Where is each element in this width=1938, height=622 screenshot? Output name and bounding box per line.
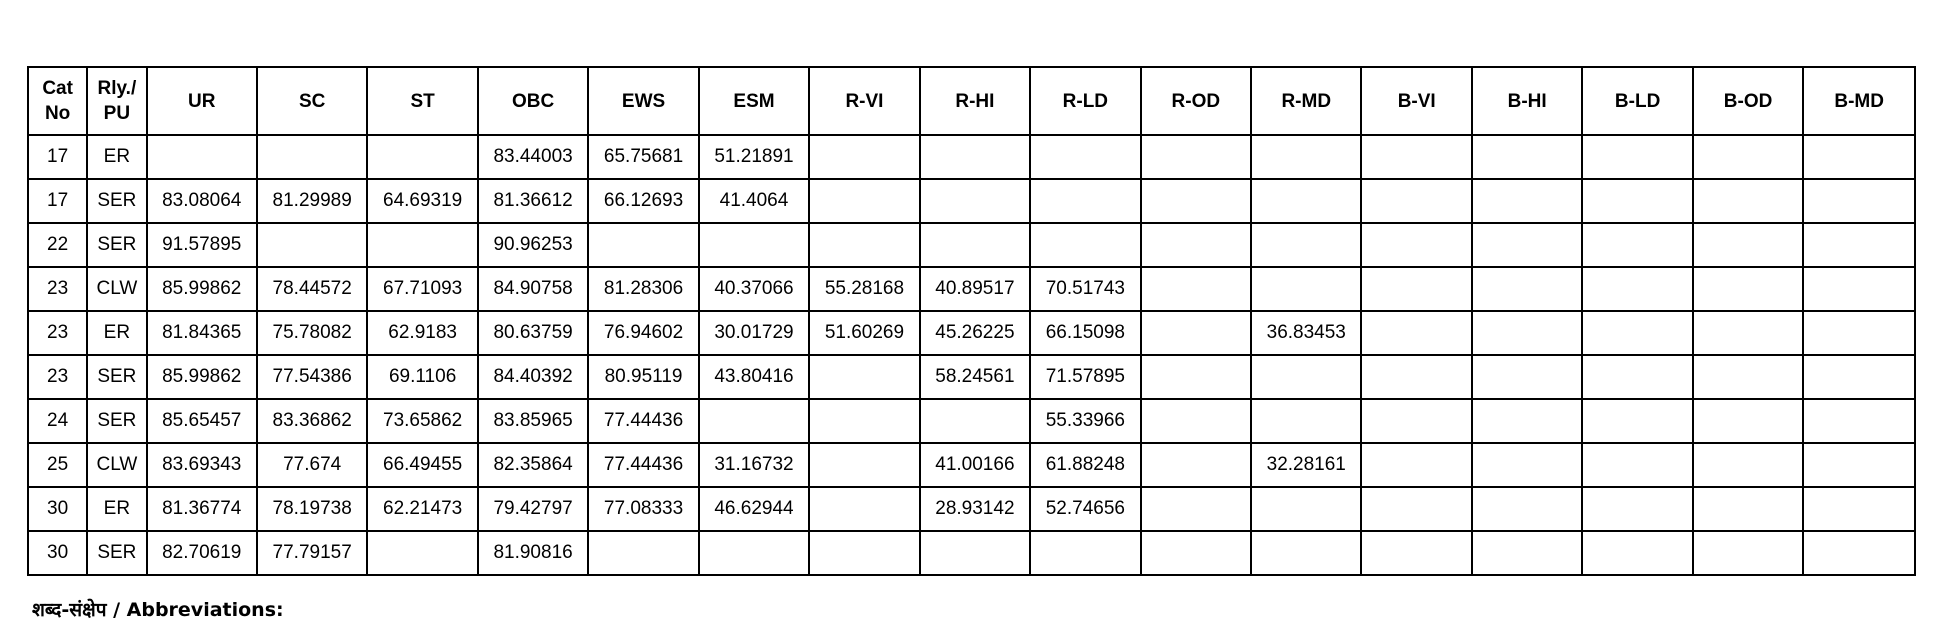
table-cell: ER [87, 487, 146, 531]
table-cell: 84.90758 [478, 267, 588, 311]
column-header-r-hi: R-HI [920, 67, 1030, 135]
table-row [28, 355, 1915, 399]
column-header-r-od: R-OD [1141, 67, 1251, 135]
table-cell [809, 179, 919, 223]
table-cell: 77.54386 [257, 355, 367, 399]
table-cell: 80.63759 [478, 311, 588, 355]
table-cell: 23 [28, 355, 87, 399]
table-cell: 46.62944 [699, 487, 809, 531]
table-cell [1361, 135, 1471, 179]
header-row [28, 67, 1915, 135]
table-cell [1361, 267, 1471, 311]
table-cell: 28.93142 [920, 487, 1030, 531]
table-cell: 41.4064 [699, 179, 809, 223]
table-cell [920, 223, 1030, 267]
table-cell [1693, 487, 1803, 531]
table-cell [1693, 223, 1803, 267]
table-cell [1472, 487, 1582, 531]
table-cell: 65.75681 [588, 135, 698, 179]
table-cell [588, 531, 698, 575]
table-cell [1693, 267, 1803, 311]
table-cell: 70.51743 [1030, 267, 1140, 311]
table-cell: 80.95119 [588, 355, 698, 399]
table-cell: ER [87, 135, 146, 179]
table-cell: 84.40392 [478, 355, 588, 399]
table-cell: 52.74656 [1030, 487, 1140, 531]
column-header-ur: UR [147, 67, 257, 135]
column-header-b-vi: B-VI [1361, 67, 1471, 135]
table-cell: 40.37066 [699, 267, 809, 311]
table-cell [257, 223, 367, 267]
table-cell: 83.08064 [147, 179, 257, 223]
table-cell [1141, 443, 1251, 487]
table-cell: 62.9183 [367, 311, 477, 355]
table-cell: 78.19738 [257, 487, 367, 531]
table-cell: 51.60269 [809, 311, 919, 355]
table-cell [809, 443, 919, 487]
column-header-r-vi: R-VI [809, 67, 919, 135]
table-cell [1472, 443, 1582, 487]
table-cell: 78.44572 [257, 267, 367, 311]
table-cell: 76.94602 [588, 311, 698, 355]
table-cell [1803, 223, 1915, 267]
table-cell: 51.21891 [699, 135, 809, 179]
table-cell: 73.65862 [367, 399, 477, 443]
table-row [28, 223, 1915, 267]
table-cell: 82.35864 [478, 443, 588, 487]
table-cell [1472, 267, 1582, 311]
table-cell: 83.85965 [478, 399, 588, 443]
table-cell [1582, 443, 1692, 487]
table-row [28, 311, 1915, 355]
table-cell: 82.70619 [147, 531, 257, 575]
table-cell: 90.96253 [478, 223, 588, 267]
table-cell: 66.15098 [1030, 311, 1140, 355]
table-cell: SER [87, 399, 146, 443]
table-cell: 66.49455 [367, 443, 477, 487]
table-cell [147, 135, 257, 179]
column-header-rly-pu: Rly./ PU [87, 67, 146, 135]
table-cell [809, 223, 919, 267]
table-cell: 17 [28, 179, 87, 223]
table-cell [1472, 223, 1582, 267]
table-cell [1472, 311, 1582, 355]
table-cell: 81.36612 [478, 179, 588, 223]
table-cell [1251, 531, 1361, 575]
table-cell [1251, 135, 1361, 179]
table-cell [1693, 355, 1803, 399]
table-cell [1361, 399, 1471, 443]
table-cell [1030, 179, 1140, 223]
table-cell [1472, 399, 1582, 443]
column-header-r-md: R-MD [1251, 67, 1361, 135]
table-cell: 30 [28, 531, 87, 575]
table-cell: 81.36774 [147, 487, 257, 531]
table-cell [1361, 179, 1471, 223]
table-cell [1141, 223, 1251, 267]
table-cell [1030, 223, 1140, 267]
table-cell: ER [87, 311, 146, 355]
table-cell: 77.674 [257, 443, 367, 487]
table-cell: 55.28168 [809, 267, 919, 311]
table-cell [1693, 179, 1803, 223]
table-row [28, 443, 1915, 487]
table-cell: 77.44436 [588, 443, 698, 487]
table-cell: 81.84365 [147, 311, 257, 355]
table-cell: 81.29989 [257, 179, 367, 223]
table-cell [1803, 267, 1915, 311]
table-cell: 32.28161 [1251, 443, 1361, 487]
table-cell [809, 531, 919, 575]
table-cell [920, 531, 1030, 575]
table-cell [1803, 487, 1915, 531]
table-cell: SER [87, 355, 146, 399]
table-cell [699, 399, 809, 443]
table-cell: CLW [87, 267, 146, 311]
table-cell [1582, 267, 1692, 311]
table-cell [1693, 443, 1803, 487]
table-cell [1582, 355, 1692, 399]
column-header-st: ST [367, 67, 477, 135]
column-header-ews: EWS [588, 67, 698, 135]
table-cell [1582, 311, 1692, 355]
table-cell [367, 223, 477, 267]
table-cell: 43.80416 [699, 355, 809, 399]
table-cell [1030, 531, 1140, 575]
table-cell: 17 [28, 135, 87, 179]
table-cell: 36.83453 [1251, 311, 1361, 355]
table-row [28, 487, 1915, 531]
table-cell: 77.79157 [257, 531, 367, 575]
table-cell [1582, 399, 1692, 443]
table-header [28, 67, 1915, 135]
table-cell [1472, 355, 1582, 399]
table-cell: SER [87, 223, 146, 267]
table-cell: 24 [28, 399, 87, 443]
table-cell [699, 531, 809, 575]
table-cell [1251, 487, 1361, 531]
table-cell: 67.71093 [367, 267, 477, 311]
table-cell [809, 487, 919, 531]
table-cell: 58.24561 [920, 355, 1030, 399]
table-cell: 41.00166 [920, 443, 1030, 487]
table-cell: 23 [28, 311, 87, 355]
table-cell [1693, 399, 1803, 443]
table-cell: 64.69319 [367, 179, 477, 223]
table-cell: 23 [28, 267, 87, 311]
table-cell [1030, 135, 1140, 179]
column-header-b-md: B-MD [1803, 67, 1915, 135]
table-cell [1361, 223, 1471, 267]
table-cell [1582, 531, 1692, 575]
table-cell [920, 179, 1030, 223]
table-cell [1361, 355, 1471, 399]
table-cell [1803, 135, 1915, 179]
column-header-esm: ESM [699, 67, 809, 135]
table-cell [1803, 443, 1915, 487]
cutoff-marks-table [27, 66, 1916, 576]
table-cell [1141, 487, 1251, 531]
table-cell: 30.01729 [699, 311, 809, 355]
table-cell: 31.16732 [699, 443, 809, 487]
table-cell [1141, 399, 1251, 443]
table-cell [1693, 531, 1803, 575]
table-cell: 45.26225 [920, 311, 1030, 355]
table-cell [1803, 179, 1915, 223]
table-cell: 55.33966 [1030, 399, 1140, 443]
table-cell [1361, 311, 1471, 355]
table-cell: 79.42797 [478, 487, 588, 531]
table-cell: 66.12693 [588, 179, 698, 223]
table-cell [1251, 355, 1361, 399]
table-cell: SER [87, 179, 146, 223]
table-cell [1141, 311, 1251, 355]
table-cell [1251, 267, 1361, 311]
table-cell: 22 [28, 223, 87, 267]
column-header-b-ld: B-LD [1582, 67, 1692, 135]
table-cell [588, 223, 698, 267]
table-cell [920, 399, 1030, 443]
column-header-obc: OBC [478, 67, 588, 135]
table-cell [1251, 223, 1361, 267]
table-cell: 85.99862 [147, 267, 257, 311]
table-cell: 85.65457 [147, 399, 257, 443]
table-cell [1582, 135, 1692, 179]
table-cell [1803, 311, 1915, 355]
table-cell [1582, 223, 1692, 267]
table-body [28, 135, 1915, 575]
abbreviations-heading: शब्द-संक्षेप / Abbreviations: [32, 599, 284, 621]
table-row [28, 179, 1915, 223]
table-cell [1803, 355, 1915, 399]
table-cell: 30 [28, 487, 87, 531]
table-cell [367, 135, 477, 179]
column-header-r-ld: R-LD [1030, 67, 1140, 135]
table-cell [1803, 531, 1915, 575]
table-cell [1582, 487, 1692, 531]
table-cell [257, 135, 367, 179]
table-cell [1472, 135, 1582, 179]
column-header-cat-no: Cat No [28, 67, 87, 135]
table-row [28, 267, 1915, 311]
table-cell [1251, 399, 1361, 443]
table-cell [1141, 267, 1251, 311]
table-cell: 85.99862 [147, 355, 257, 399]
table-cell [1141, 355, 1251, 399]
column-header-b-hi: B-HI [1472, 67, 1582, 135]
table-cell [1251, 179, 1361, 223]
table-cell: 77.08333 [588, 487, 698, 531]
table-cell [809, 399, 919, 443]
table-cell: 81.90816 [478, 531, 588, 575]
table-cell [1141, 135, 1251, 179]
table-cell: 75.78082 [257, 311, 367, 355]
table-cell: CLW [87, 443, 146, 487]
table-cell: 71.57895 [1030, 355, 1140, 399]
table-cell [1472, 179, 1582, 223]
table-cell [1693, 135, 1803, 179]
table-cell: SER [87, 531, 146, 575]
table-cell: 61.88248 [1030, 443, 1140, 487]
table-cell [1693, 311, 1803, 355]
table-cell: 83.36862 [257, 399, 367, 443]
table-cell: 62.21473 [367, 487, 477, 531]
table-cell [1361, 443, 1471, 487]
table-cell [920, 135, 1030, 179]
table-cell: 83.44003 [478, 135, 588, 179]
table-cell [1361, 531, 1471, 575]
table-cell [809, 135, 919, 179]
table-cell: 77.44436 [588, 399, 698, 443]
table-row [28, 531, 1915, 575]
table-cell [809, 355, 919, 399]
table-cell [699, 223, 809, 267]
table-cell [1472, 531, 1582, 575]
table-cell [367, 531, 477, 575]
table-cell [1803, 399, 1915, 443]
table-cell: 81.28306 [588, 267, 698, 311]
column-header-b-od: B-OD [1693, 67, 1803, 135]
column-header-sc: SC [257, 67, 367, 135]
table-cell [1141, 179, 1251, 223]
table-cell [1141, 531, 1251, 575]
table-cell: 40.89517 [920, 267, 1030, 311]
table-cell [1582, 179, 1692, 223]
table-row [28, 135, 1915, 179]
table-cell [1361, 487, 1471, 531]
table-cell: 83.69343 [147, 443, 257, 487]
table-cell: 69.1106 [367, 355, 477, 399]
table-row [28, 399, 1915, 443]
table-cell: 91.57895 [147, 223, 257, 267]
table-cell: 25 [28, 443, 87, 487]
